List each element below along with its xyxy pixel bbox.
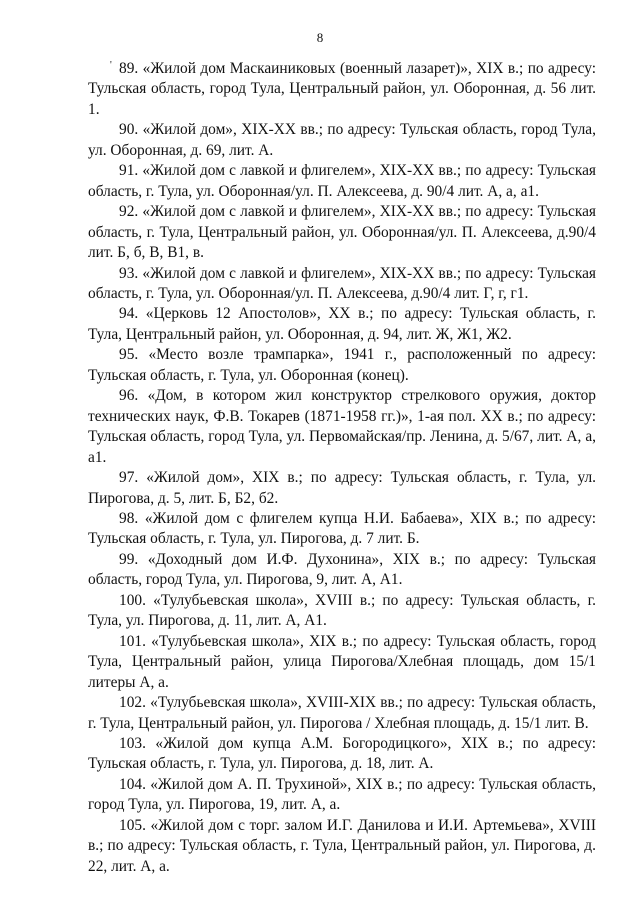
- list-item: 94. «Церковь 12 Апостолов», XX в.; по адресу: Тульская область, г. Тула, Центральный район, ул. Оборонная, д. 94, лит. Ж, Ж1, Ж2.: [88, 305, 596, 343]
- list-item: 105. «Жилой дом с торг. залом И.Г. Данилова и И.И. Артемьева», XVIII в.; по адресу: Тульская область, г. Тула, Центральный район, ул. Пирогова, д. 22, лит. А, а.: [88, 816, 596, 875]
- list-item: 98. «Жилой дом с флигелем купца Н.И. Бабаева», XIX в.; по адресу: Тульская область, г. Тула, ул. Пирогова, д. 7 лит. Б.: [88, 509, 596, 548]
- list-item: 96. «Дом, в котором жил конструктор стрелкового оружия, доктор технических наук, Ф.В. Токарев (1871-1958 гг.)», 1-ая пол. XX в.; по адресу: Тульская область, город Тула, ул. Первомайская/пр. Ленина, д. 5/67, лит. А, а, а1.: [88, 387, 596, 466]
- list-item: 89. «Жилой дом Маскаиниковых (военный лазарет)», XIX в.; по адресу: Тульская область, город Тула, Центральный район, ул. Оборонная, д. 56 лит. 1.: [88, 60, 596, 118]
- list-item: 100. «Тулубьевская школа», XVIII в.; по адресу: Тульская область, г. Тула, ул. Пирогова, д. 11, лит. А, А1.: [88, 591, 596, 630]
- list-item: 101. «Тулубьевская школа», XIX в.; по адресу: Тульская область, город Тула, Центральный район, улица Пирогова/Хлебная площадь, дом 15/1 литеры А, а.: [88, 632, 596, 691]
- list-item: 103. «Жилой дом купца А.М. Богородицкого», XIX в.; по адресу: Тульская область, г. Тула, ул. Пирогова, д. 18, лит. А.: [88, 734, 596, 773]
- list-item: 104. «Жилой дом А. П. Трухиной», XIX в.; по адресу: Тульская область, город Тула, ул. Пирогова, 19, лит. А, а.: [88, 775, 596, 814]
- document-body: [88, 59, 596, 877]
- list-item: 92. «Жилой дом с лавкой и флигелем», XIX-XX вв.; по адресу: Тульская область, г. Тула, Центральный район, ул. Оборонная/ул. П. Алексеева, д.90/4 лит. Б, б, В, В1, в.: [88, 203, 596, 262]
- list-item: 99. «Доходный дом И.Ф. Духонина», XIX в.; по адресу: Тульская область, город Тула, ул. Пирогова, 9, лит. А, А1.: [88, 550, 596, 589]
- stray-mark: ': [110, 60, 112, 71]
- list-item: 93. «Жилой дом с лавкой и флигелем», XIX-XX вв.; по адресу: Тульская область, г. Тула, ул. Оборонная/ул. П. Алексеева, д.90/4 лит. Г, г, г1.: [88, 264, 596, 302]
- list-item: 91. «Жилой дом с лавкой и флигелем», XIX-XX вв.; по адресу: Тульская область, г. Тула, ул. Оборонная/ул. П. Алексеева, д. 90/4 лит. А, а, а1.: [88, 162, 596, 200]
- list-item: 97. «Жилой дом», XIX в.; по адресу: Тульская область, г. Тула, ул. Пирогова, д. 5, лит. Б, Б2, б2.: [88, 469, 596, 507]
- page-number: 8: [316, 30, 324, 45]
- list-item: 95. «Место возле трампарка», 1941 г., расположенный по адресу: Тульская область, г. Тула, ул. Оборонная (конец).: [88, 346, 596, 384]
- list-item: 90. «Жилой дом», XIX-XX вв.; по адресу: Тульская область, город Тула, ул. Оборонная, д. 69, лит. А.: [88, 121, 596, 159]
- list-item: 102. «Тулубьевская школа», XVIII-XIX вв.; по адресу: Тульская область, г. Тула, Центральный район, ул. Пирогова / Хлебная площадь, д. 15/1 лит. В.: [88, 694, 596, 732]
